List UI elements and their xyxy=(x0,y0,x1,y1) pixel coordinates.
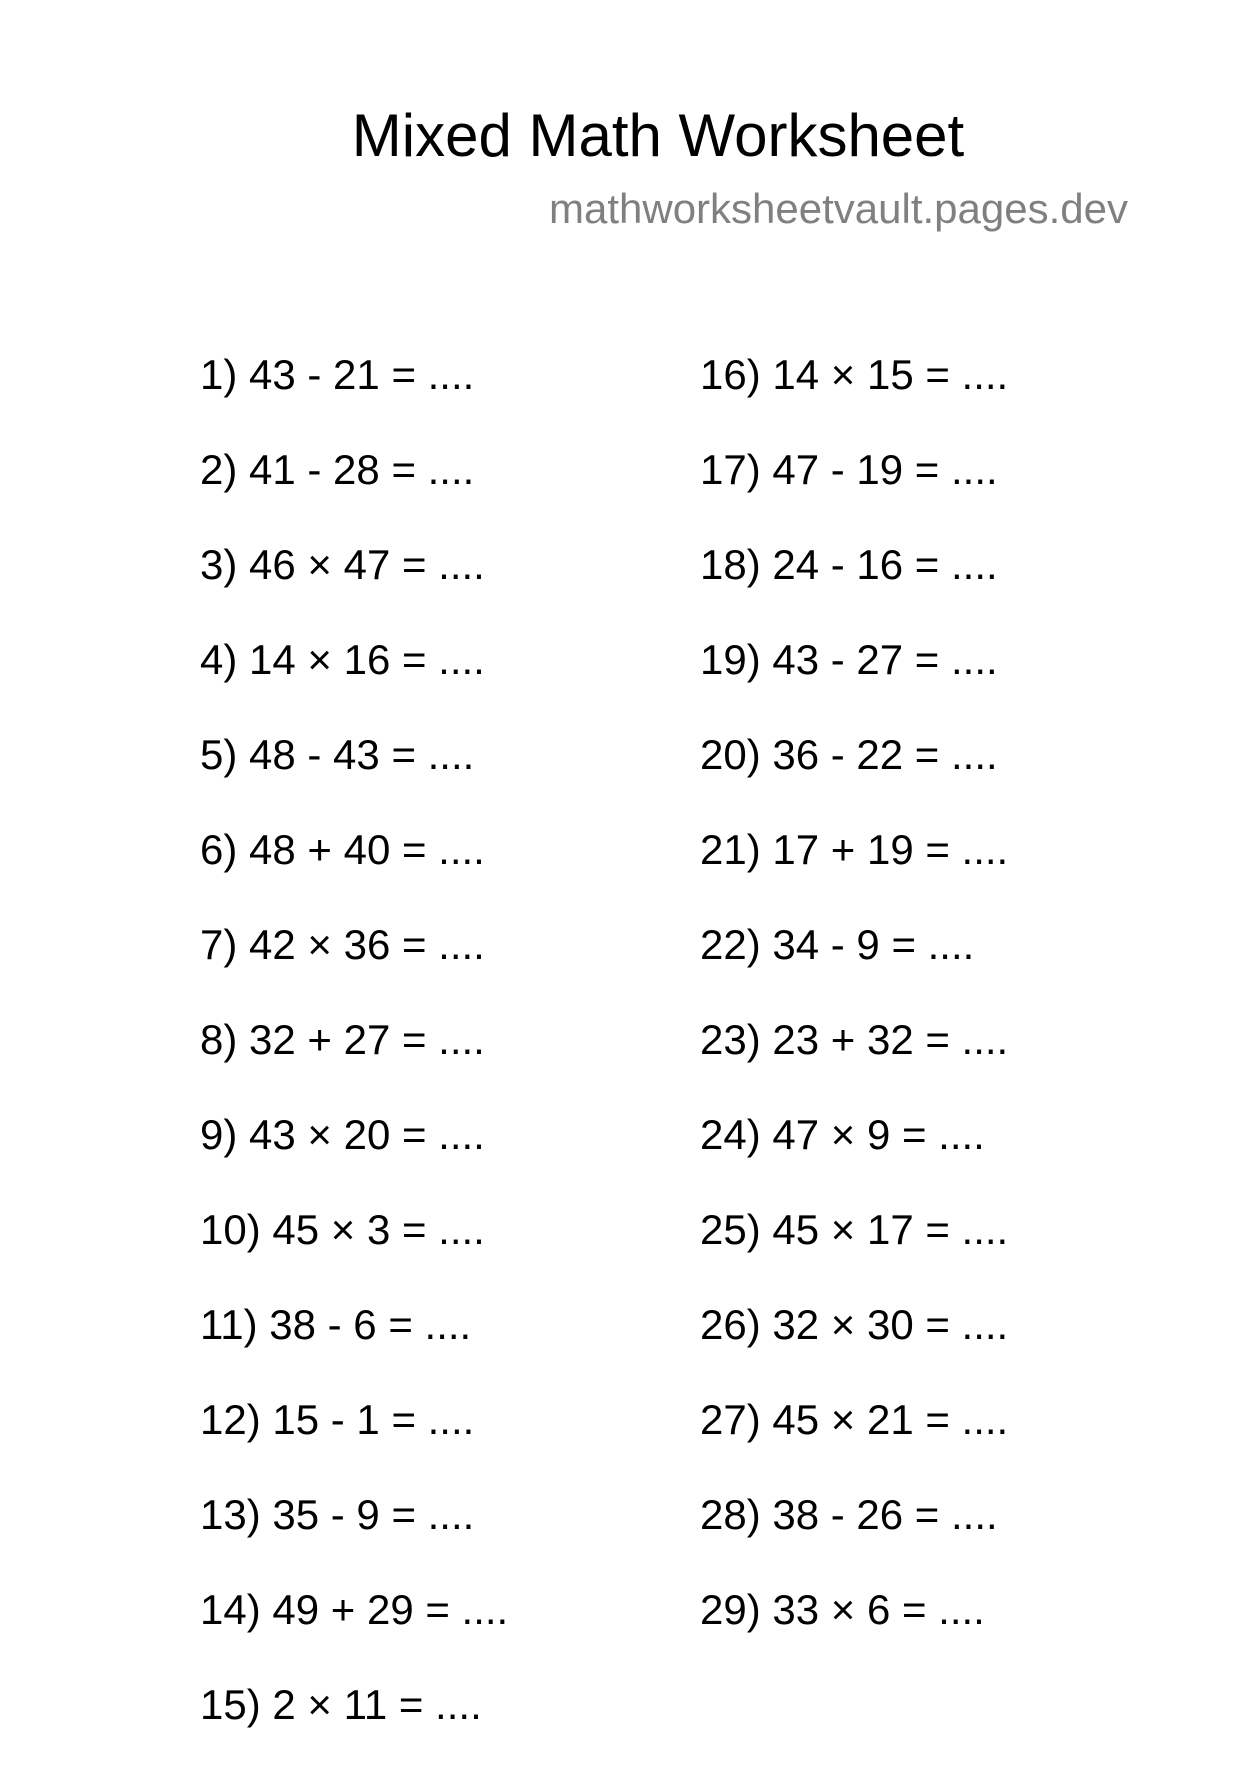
problem-item: 4) 14 × 16 = .... xyxy=(200,636,485,683)
problem-item: 14) 49 + 29 = .... xyxy=(200,1586,509,1633)
problem-item: 25) 45 × 17 = .... xyxy=(700,1206,1009,1253)
problem-item: 15) 2 × 11 = .... xyxy=(200,1681,482,1728)
problem-item: 12) 15 - 1 = .... xyxy=(200,1396,475,1443)
problem-item: 13) 35 - 9 = .... xyxy=(200,1491,475,1538)
problem-item: 2) 41 - 28 = .... xyxy=(200,446,475,493)
problem-item: 6) 48 + 40 = .... xyxy=(200,826,485,873)
problem-list-right xyxy=(700,350,1008,1680)
problem-item: 16) 14 × 15 = .... xyxy=(700,351,1009,398)
problem-item: 9) 43 × 20 = .... xyxy=(200,1111,485,1158)
problem-item: 18) 24 - 16 = .... xyxy=(700,541,998,588)
problem-item: 29) 33 × 6 = .... xyxy=(700,1586,985,1633)
problem-item: 5) 48 - 43 = .... xyxy=(200,731,475,778)
problem-item: 24) 47 × 9 = .... xyxy=(700,1111,985,1158)
problem-item: 19) 43 - 27 = .... xyxy=(700,636,998,683)
problem-item: 10) 45 × 3 = .... xyxy=(200,1206,485,1253)
problem-item: 8) 32 + 27 = .... xyxy=(200,1016,485,1063)
problem-item: 26) 32 × 30 = .... xyxy=(700,1301,1009,1348)
problem-item: 28) 38 - 26 = .... xyxy=(700,1491,998,1538)
problem-item: 17) 47 - 19 = .... xyxy=(700,446,998,493)
problem-item: 27) 45 × 21 = .... xyxy=(700,1396,1009,1443)
problem-item: 11) 38 - 6 = .... xyxy=(200,1301,472,1348)
source-url: mathworksheetvault.pages.dev xyxy=(549,185,1128,232)
problem-item: 1) 43 - 21 = .... xyxy=(200,351,475,398)
problem-item: 22) 34 - 9 = .... xyxy=(700,921,975,968)
problem-item: 20) 36 - 22 = .... xyxy=(700,731,998,778)
page-title: Mixed Math Worksheet xyxy=(351,102,965,169)
problem-item: 21) 17 + 19 = .... xyxy=(700,826,1009,873)
problem-item: 3) 46 × 47 = .... xyxy=(200,541,485,588)
problem-item: 7) 42 × 36 = .... xyxy=(200,921,485,968)
problem-list-left xyxy=(200,350,508,1775)
problem-item: 23) 23 + 32 = .... xyxy=(700,1016,1009,1063)
